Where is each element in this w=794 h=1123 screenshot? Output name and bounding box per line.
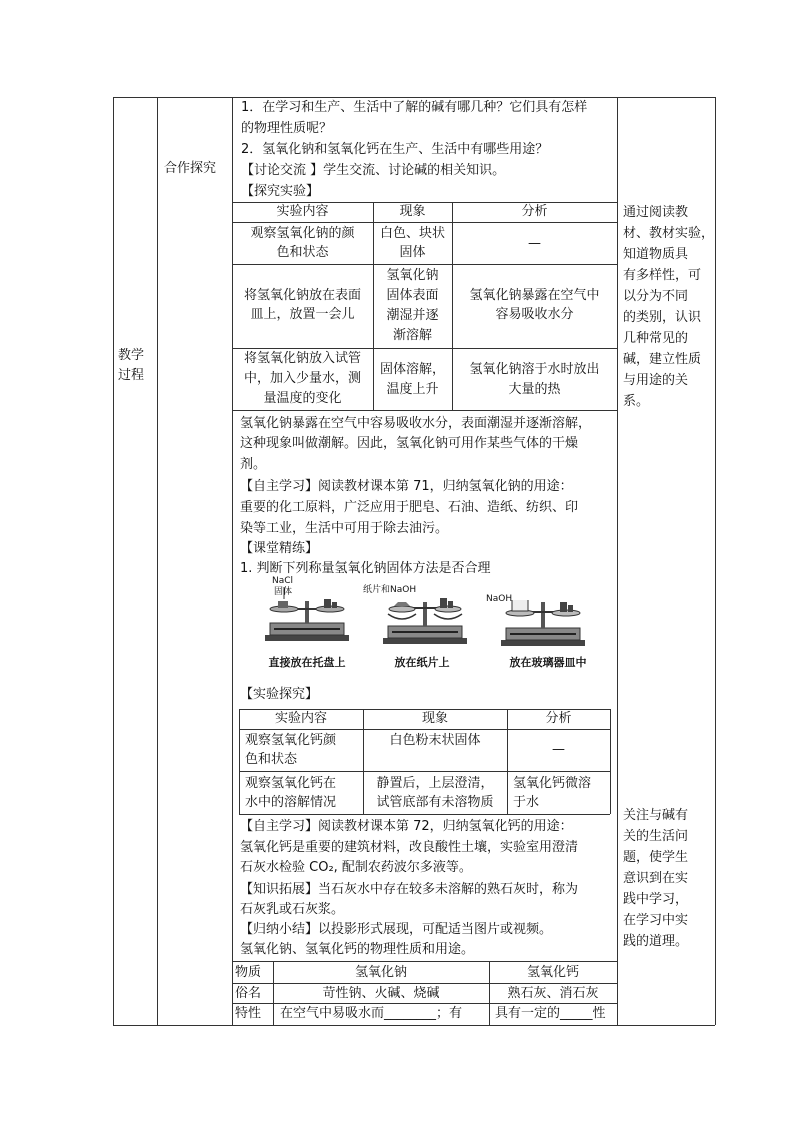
deliquescence-line-2: 这种现象叫做潮解。因此，氢氧化钠可用作某些气体的干燥 — [240, 436, 579, 451]
table3-header-caoh2: 氢氧化钙 — [526, 965, 579, 980]
table-cell: 于水 — [513, 795, 540, 810]
table-cell: 观察氢氧化钙在 — [245, 776, 337, 791]
table-cell: 固体表面 — [386, 288, 439, 303]
note-line: 几种常见的 — [623, 331, 689, 346]
self-study2-line-2: 氢氧化钙是重要的建筑材料，改良酸性土壤，实验室用澄清 — [240, 840, 579, 855]
self-study1-line-2: 重要的化工原料，广泛应用于肥皂、石油、造纸、纺织、印 — [240, 500, 579, 515]
note-line: 践中学习， — [623, 892, 689, 907]
table-cell: 白色粉末状固体 — [389, 733, 481, 748]
table2-header-phenomenon: 现象 — [421, 711, 448, 726]
note-line: 通过阅读教 — [623, 205, 689, 220]
self-study2-line-3: 石灰水检验 CO₂, 配制农药波尔多液等。 — [240, 860, 472, 875]
table-cell: 在空气中易吸水而________；有 — [280, 1006, 463, 1021]
table-cell: — — [552, 742, 565, 757]
balance-scale-icon — [380, 590, 470, 646]
deliquescence-line-3: 剂。 — [240, 457, 267, 472]
table-cell: 俗名 — [235, 986, 262, 1001]
note-line: 意识到在实 — [623, 871, 689, 886]
table-cell: 静置后，上层澄清， — [376, 776, 494, 791]
image3-caption: 放在玻璃器皿中 — [509, 656, 587, 669]
balance-image-2 — [380, 590, 470, 646]
note-line: 知道物质具 — [623, 247, 689, 262]
practice-title: 【课堂精练】 — [240, 541, 319, 556]
section-label-1: 教学 — [118, 348, 145, 363]
table3-header-substance: 物质 — [235, 965, 262, 980]
table-cell: 氢氧化钙微溶 — [513, 776, 592, 791]
discussion-text: 【讨论交流 】学生交流、讨论碱的相关知识。 — [241, 163, 506, 178]
question-line-3: 2．氢氧化钠和氢氧化钙在生产、生活中有哪些用途？ — [241, 142, 549, 157]
table-cell: 渐溶解 — [392, 328, 432, 343]
table-cell: 氢氧化钠暴露在空气中 — [469, 288, 600, 303]
table-cell: 观察氢氧化钠的颜 — [250, 226, 355, 241]
table1-header-content: 实验内容 — [276, 204, 329, 219]
note-line: 有多样性，可 — [623, 268, 702, 283]
table2-header-content: 实验内容 — [274, 711, 327, 726]
summary-line-2: 氢氧化钠、氢氧化钙的物理性质和用途。 — [240, 942, 475, 957]
note-line: 材、教材实验， — [623, 226, 715, 241]
self-study1-line-1: 【自主学习】阅读教材课本第 71，归纳氢氧化钠的用途： — [240, 479, 573, 494]
image3-label: NaOH — [486, 594, 513, 604]
expand-line-2: 石灰乳或石灰浆。 — [240, 902, 345, 917]
table-cell: 中，加入少量水，测 — [243, 371, 361, 386]
table-cell: 白色、块状 — [379, 226, 445, 241]
table-cell: 氢氧化钠溶于水时放出 — [469, 362, 600, 377]
practice-question: 1. 判断下列称量氢氧化钠固体方法是否合理 — [240, 561, 491, 576]
table-cell: 色和状态 — [245, 752, 298, 767]
note-line: 题，使学生 — [623, 850, 689, 865]
image1-label-1: NaCl — [272, 576, 294, 586]
table3-header-naoh: 氢氧化钠 — [354, 965, 407, 980]
table-cell: 温度上升 — [386, 382, 439, 397]
table-cell: 试管底部有未溶物质 — [376, 795, 494, 810]
table-cell: 容易吸收水分 — [495, 307, 574, 322]
expand-line-1: 【知识拓展】当石灰水中存在较多未溶解的熟石灰时，称为 — [240, 882, 579, 897]
note-line: 以分为不同 — [623, 289, 689, 304]
table-cell: — — [528, 236, 541, 251]
table1-header-phenomenon: 现象 — [399, 204, 426, 219]
image2-label: 纸片和NaOH — [363, 585, 417, 595]
table-cell: 潮湿并逐 — [386, 308, 439, 323]
table-cell: 固体溶解， — [379, 362, 445, 377]
table-cell: 皿上，放置一会儿 — [250, 307, 355, 322]
explore1-title: 【探究实验】 — [241, 184, 320, 199]
note-line: 系。 — [623, 394, 650, 409]
table-cell: 苛性钠、火碱、烧碱 — [322, 986, 440, 1001]
table2-header-analysis: 分析 — [545, 711, 572, 726]
question-line-2: 的物理性质呢？ — [241, 121, 333, 136]
question-line-1: 1．在学习和生产、生活中了解的碱有哪几种？它们具有怎样 — [241, 100, 588, 115]
note-line: 践的道理。 — [623, 934, 689, 949]
image2-caption: 放在纸片上 — [394, 656, 450, 669]
section-label-2: 过程 — [118, 368, 145, 383]
table-cell: 观察氢氧化钙颜 — [245, 733, 337, 748]
table-cell: 具有一定的_____性 — [495, 1006, 606, 1021]
note-line: 在学习中实 — [623, 913, 689, 928]
note-line: 关注与碱有 — [623, 808, 689, 823]
self-study1-line-3: 染等工业，生活中可用于除去油污。 — [240, 521, 449, 536]
table-cell: 水中的溶解情况 — [245, 795, 337, 810]
note-line: 碱，建立性质 — [623, 352, 702, 367]
table-cell: 熟石灰、消石灰 — [507, 986, 599, 1001]
activity-label: 合作探究 — [164, 161, 217, 176]
table-cell: 氢氧化钠 — [386, 268, 439, 283]
image1-caption: 直接放在托盘上 — [268, 656, 346, 669]
note-line: 关的生活问 — [623, 829, 689, 844]
table1-header-analysis: 分析 — [521, 204, 548, 219]
table-cell: 色和状态 — [276, 245, 329, 260]
table-cell: 将氢氧化钠放在表面 — [243, 288, 361, 303]
table-cell: 大量的热 — [508, 382, 561, 397]
table-cell: 量温度的变化 — [263, 391, 342, 406]
table-cell: 特性 — [235, 1006, 262, 1021]
image1-label-2: 固体 — [274, 587, 293, 597]
note-line: 的类别，认识 — [623, 310, 702, 325]
table-cell: 固体 — [399, 245, 426, 260]
deliquescence-line-1: 氢氧化钠暴露在空气中容易吸收水分，表面潮湿并逐渐溶解， — [240, 416, 592, 431]
self-study2-line-1: 【自主学习】阅读教材课本第 72，归纳氢氧化钙的用途： — [240, 819, 573, 834]
summary-line-1: 【归纳小结】以投影形式展现，可配适当图片或视频。 — [240, 922, 553, 937]
table-cell: 将氢氧化钠放入试管 — [243, 351, 361, 366]
note-line: 与用途的关 — [623, 373, 689, 388]
explore2-title: 【实验探究】 — [240, 687, 319, 702]
